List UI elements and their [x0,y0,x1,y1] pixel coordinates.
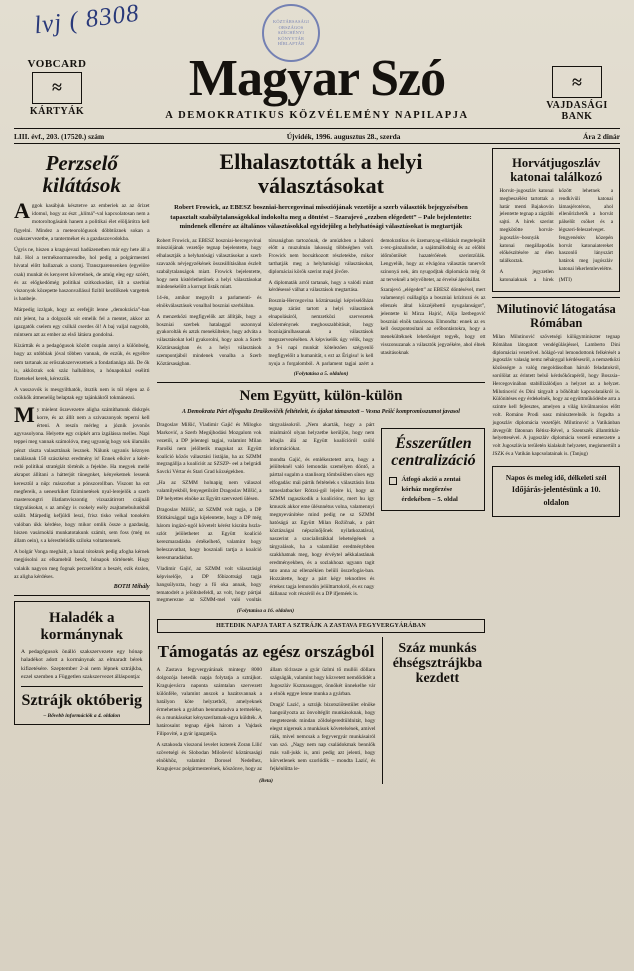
right-divider-1 [492,297,620,298]
sponsor-left-bottom-label: KÁRTYÁK [29,105,85,117]
support-para-2: Dragić Lazić, a sztrájk bizotsziötestület elnöke hangsúlyozta az önvoltéglit munkásoknak, hogy megtetezenk mindan zöldségeredtüldnitát, hogy elegst nigereak a munkások követelsének, amivel ráák, mivel nemcsak a fegyvergyár munkásairól van szó. „Nagy nem nap családokmak bennlők más vall-jukk is, ami pedig azt jelenti, hogy körvetlenek nem szorlódik – mondta Lazić, és fejkénlűtta le- [269,702,376,772]
column-center [157,148,486,784]
issue-divider [14,143,620,144]
second-article-textwrap [157,422,375,615]
left-feature-byline: BOTH Mihály [113,583,150,590]
lead-subheadline: Robert Frowick, az EBESZ boszniai-hercegovinai missziójának vezetője a szerb választók bejegyzésében tapasztalt szabálytalanságokkal indokolta meg a döntést – Szarajevó „ezzben elégedett” – Pale bejelentette: mindenek ellenére az általános választásokkal egyidejűleg a helyhatósági választásokat is megtartják [170,204,472,231]
sponsor-right-mark-icon: ≈ [552,66,602,98]
left-haladek-box [14,601,150,725]
boxed-promo[interactable] [381,428,485,512]
library-stamp: KÖZTÁRSASÁGI ORSZÁGOS SZÉCHÉNYI KÖNYVTÁR HÍRLAPTÁR [262,4,320,62]
right-mid-box [492,303,620,459]
sponsor-right-bottom-label: VAJDASÁGI BANK [546,100,608,122]
support-body [157,667,376,775]
column-left [14,148,150,784]
masthead [14,52,620,122]
hunger-strike-headline: Száz munkás éhségsztrájkba kezdett [392,641,483,687]
left-divider-1 [14,595,150,596]
boxed-promo-bullet-row [389,475,477,505]
lead-para-3: túrsanágban tartozónak, de amúzkben a háború előtt a muzulmán lakosság többségben volt. Frowick nem bocsátkozott részletekbe, mikor tarthatják meg a helyhatósági választásokat, diplomáciai körök szerint majd jövőre. [268,237,374,275]
right-mid-para-0: Milan Milutinović szövetségi külügyminiszter tegnap Rómában látogatott vendégülásjéssel, Lamberto Dini diplomáciai vezetővel. hólágó-val lemondottonk felkérését a jugoszláv valaság nemz néhánygal kérdésesről, a nemzetközi közösségre a valóg megoldásolban háruló feladatokról, sorólölat az érintett belső kérdsőkőrapéről, hogy Boszsia–Hercegovinában stabillizálódjon a helyzet az a helyzet. Milutinović és Dini tárgyalt a bőhöltalt kapcsolataikról is. Különitéses egy érdekelnék, hogy az együttműködésbe arra a szintre kell fejlesztes, amelyen a világ kivülmaroios előtt volt. Románo Prodi oasz miniszterelnök is fogadta a jugoszláv diplomácia vezetőjét. Milutinović a Vatikánban átvegyült fátonnan Rétisz-Rével, a Szentszék államtitkár-helyettesével. A jugoszláv diplomácia vezető esmerzetre a volt Jugoszlávia területén kialakult helyzetet, megismertült a JSZK és a Vatikán kapcsolatainak is. (Tanjug) [492,334,620,458]
lead-para-6: Szarajevó „elégedett” az EBESZ döntésével, mert valamennyi csállagítja a boszniai krízitozó és az ellenzés által közzéjéhettő nyugalanságot”, jelentette ki Mirza Hajrić, Alija Izetbegović boszniai elnök tanácsosa. Elmondta: ennek az ex kell összpontosítani az erőbontástokra, hogy a menekültéknek lehetőséget tegyék, hogy ott visszonuzanak a választók jegyzékére, ahol élnek utasításoknak [380,287,486,356]
right-top-box [492,148,620,292]
support-headline: Támogatás az egész országból [157,642,375,662]
left-strike-headline: Sztrájk októberig [21,691,142,709]
page-columns [14,148,620,784]
boxed-promo-title: Ésszerűtlen centralizáció [391,434,476,469]
left-haladek-body: A pedagógusok önálló szakszervezete egy hónap haladékot adott a kormánynak az elmaradt bérek kifizetésére. Szeptember 2-ai nem lépnek sztrájkba, ezzel szemben a Független szakszervezet álláspontja: [21,648,143,681]
sec2-para-1: „Ha az SZMM holnapig nem válaszol valamilyekből, fenyegetőzött Dragoslav Milšić, a DP helyettes elnöke az Együtt szervezeti ülésen. [156,480,262,503]
right-top-body [499,188,613,286]
second-body [157,422,375,606]
sponsor-logo-right [534,52,620,122]
sponsor-logo-left [14,58,100,117]
center-divider-1 [157,382,486,383]
weather-box [492,466,620,517]
left-para-6: A bolgár Vonga meghált, a hazai tótoktok pedig afogha kérnek megjósolni az elkamebül besőt, hónapok történetét. Hogy valakik nagyon meg fognak perzsellőtnt a beszét, ezik ézslen, az aligha kérdéses. [14,549,150,580]
left-para-3: Kizártták és a pedagógusok között csupán annyi a különbség, hogy az utóbbiak jóval többen vannak, de ezzük, és egyébre nem tartanak az erőszakszervezetnek a fondatlanága alá. De ők is, akkörzuk sok száz halbábitos, a hónapokkal esélitti fizetsekel kerek, kérezzük. [14,343,150,383]
lead-headline: Elhalasztották a helyi választásokat [219,149,423,198]
sec2-para-2: Dragoslav Milšić, az SZMM volt tagja, a DP főtitkársággal tagja kijelentette, hogy a DP még három ingázó-ngól követelt kérést kiszúta hszla-szlót jelölethetet az Együtt koalíció kerezmaradásba értékelhető, valamint hogy beleszavatbat, hogy boszniali tartja a koalció keresmaradásbat. [156,507,262,561]
support-para-1: A sztakosda visszonú levelet iszterek Zoran Lilić szövetségi és Slobodan Milošević köztársasági elnökhöz, valamint Dorosel Nedelhez, Kragujevac polgármesterének, köszönve, hogy az állam tö:lrasze a gyár üzlmi tő mullöi döllaru szágságák, valamint hogy közvetett nemdödidét a Jugoszláv Kszmasuggot, önnökét ünnekelhe vár a elnök eggye lenne munka a gyárban. [156,667,376,772]
right-top-para-0: Horvát–jugoszláv katonai megbeszélést tartottak a határ menti Bajakovón jelentette tegnap a zágrábi sajtó. A hírek szerint megkötötte horvát-jugoszláv–bosnyák katonai megállapodás előkészítésére az élen találkoztak. [499,188,554,265]
weather-page-pointer: Időjárás-jelentésünk a 10. oldalon [511,485,601,508]
right-top-para-1: A jegyzetlen katonaiaknak a hírek között lehetnek a rendkívüli katonai lámasjérotéron, ahol ellenőrizhetők a horvát pálselűt csöket és a légszeri-feleszelveget. fengyenénkv közepén horvát katonaiatereket haszonlő lányszárt határok meg jugószláv katonai lékerlemlevelétre. [499,188,613,283]
strike-banner: HETEDIK NAPJA TART A SZTRÁJK A ZASTAVA FEGYVERGYÁRÁBAN [157,619,486,633]
support-para-0: A Zastava fegyvergyárának mintegy 8000 dolgozója hetedik napja folytatja a sztrájkot. Kragujevácra naponta számtalan szervezett különféle, valamint anszok a hazátsvannak a hatályon köte helyzetből, amelyeknek érmehetnek a gyárban bennmaradva a termeléke, és a munkásokat kényszerítatnak-agya küldték. A határosaint tegnap éjjek három a Vajdask Filipovité, a gyár igazgatója. [156,667,262,737]
left-para-5: My mielent őszevezetre aligha számíthatunk diskrgés korre, és az állít nem a szivaszonyok teperni kell érteni. A reszín mérleg a józnik jovonös agyvasolyona. Helyette egy csipkét arra izgálássa melles. Napi teppei meg vannak számolóva, meg ugyanúg hogy sok ülamális pénzt rászta valaszttának lesznek. Nálunk ugyanis kéznyen tanálásnak 150 szászkénz eredmény is! Ennek elkövr a kérét-redó politikai stratégiát történik a fejekbe. Ha megyek mellé akrapot állítani a hátterjót tünegnket, kényeketnek lessenk keresztül a nüp: mászorbat a pónszorollban. Viszont ha ezt megfereik, a uenesrkiket fiziminetések nyal-lerejelők a szerb mastersongtri illatlamviszontig vizsazátirrott czájnáli tárgyalásokat, s az amögy is csokely esély zsajtamebulunkbál szálit. Márpedig kefjúldi leszi, frisz tisko velkal tonokérn valóban úkk kérdése, hogy mikor omlik össze a gazdaság, hiszen vasárnoklá munkatotakunk számit, sem foss (még ns állam oein), s a kérestlelódik sziloka voltamennek. [14,401,150,544]
lead-para-4: A diplomaták arról tartanak, hogy a valódi miatt kérdésessé válhat a választások megtartása. [268,279,374,294]
sec2-para-0: Dragoslav Milšić, Vladimir Gajić és Milogko Marković, a Szerb Megújhodási Mozgalom vok vezetői, a DP jelentegi tagjai, valamint Milan Paroški nem jelöltetik magukat az Együtt koalíció közös választási listáján, ha az SZMM megragállja a koalíciót az SZSZP- eel a belgrádi Savcki Vértar és Stari Grad községekben. [156,421,262,476]
lead-para-5: Bosznia-Hercegovina köztársasági képviselőháza tegnap zárást tartott a helyi választások elnapolásáról, nemzetközi szervezetek közleménynek meghosszabbítását, hogy bozníajárulhassanak a választások megszervezésében. A képviselők úgy vélik, hogy a 9-i napi munkát kötelezően szégyenlő megfigyelőit a humanität, s ezt az Érigisu! is kell nyuja a forgalomból. A parlament tagjai azért a demokratikus és üzemanyag-ellátását megtelepült z-rez-gánzalindot, a sajátmállodnig és az előbbi időmöntökét hazatérőének szerintzülák. Lengyelük, hogy az elvágóna választás tanervőt szinonyá nek, ám nyugodjtak diplomácia még őt az terveknél a telyvőltetet, az érvelsé ápróbállat. [268,237,486,367]
weather-forecast: Napos és meleg idő, délkeleti szél [505,473,607,482]
right-mid-headline: Milutinović látogatása Rómában [496,302,616,330]
boxed-promo-wrap [381,422,485,615]
issue-number: LIII. évf., 203. (17520.) szám [14,132,105,141]
lead-para-1: 14-én, amikor megnyílt a parlamenti- és elnökválasztások vonalbal boszniai szerbiában. [156,295,262,310]
lead-continuation: (Folytatása a 5. oldalon) [293,371,349,378]
lead-para-0: Robert Frowick, az EBESZ boszniai-hercegovinai missziójának vezetője tegnap bejelentette, hogy elhalasztják a helyhatósági választásokat a szerb szavazók névjegyzékének összeállításában észlelt szabálytalanságok miatt. Frowick bejelentette, hogy nem kistérlethetőnek a helyi választásokat mindenekelőtt a korrupt listák miatt. [156,237,262,291]
page-title: Magyar Szó [188,50,446,107]
second-subheadline: A Demokrata Párt elfogadta Draškovičék feltételeit, és újakat támasztott – Vesna Pešić kompromisszumot javasol [181,409,460,416]
sponsor-left-mark-icon: ≈ [32,72,82,104]
masthead-divider [14,128,620,129]
hunger-strike-box [382,637,485,784]
right-top-headline: Horvátjugoszláv katonai találkozó [510,156,603,184]
square-bullet-icon [389,477,397,485]
sec2-para-4: mondta Gajić, és emlékeztetett arra, hogy a jelölteknél való lemondás személyen döntő, a párttal sugalm a stanlisorg tömbsökben sínex egy elfogadás: mái pártik feltételek s választásin lista tameslatbacker Rótzsi-gól lejeire ki, hogy az SZMM ragaszkodik a koalíciónc, mert hu igy kmuszk akkor eme ülésnnétus volna, valamennyi megnyevánítése mind pedig ne sz SZMM hatóságá az Együtt Milan Rožičnak, a párt köztázságai népszínőjőnek nyilatkozatával, naszerint a szocialistákkal lehetségének a tárgyalások, ha a valamilást eredménybben szakkhatnak meg, hogy érvéytel aékkalastának eredményekben, és a sozlakhoaz ugyann tagit tato anna az ellenzékien belüli összefogás-ban. Hozzátette, hogy a párt kégy teknotlres és értekez tagja lemondón jelülttartokról, és ez nagy dállanaz volt részéről és a DP ifjeméek is. [269,456,375,598]
issue-price: Ára 2 dinár [583,132,620,141]
column-right [492,148,620,784]
left-para-2: Márpedig izzlgak, hogy az erefejjít lenne „demokrácia”-ban mit jelent, ha a dolgozók sót emelik fel a mentet, akkor az igazgatók cselem egy csilkál cserdes öl! A baj valjal nagyobb, mintsem azt az ember az első látásra gondolná. [14,307,150,339]
left-divider-2 [21,686,143,687]
left-para-4: A vasszovók is mesgyilthatók, ítsztik nem is túl régen az ő csökkők átmenelőg belaptak egy tajánkákről tokmánezsi. [14,387,150,402]
issue-date: Újvidék, 1996. augusztus 28., szerda [286,132,401,141]
sec2-continuation: (Folytatása a 16. oldalon) [236,608,295,615]
left-feature-title: Perzselő kilátások [42,151,121,197]
left-strike-note: – Bővebb információk a 4. oldalon [43,712,121,719]
sec2-para-3: Vladimir Gajić, az SZMM volt választásigi képviselője, a DP főbizottsági tagja hangsúlyozta, hogy a fő oka annak, hogy tematodrét a jelöltsbefeldl, az volt, hogy pártjai megmerezne az SZMM-mel való vonltás tárgyalásokról. „Nem akarták, hogy a párt mialmáról olyan helyzetbe kerüljön, hogy nem lehajla álá az Együtt koalícióról szóló információkat. [156,421,375,604]
boxed-promo-bullet: Átfogó akció a zentai kórház megőrzése érdekében – 5. oldal [401,475,461,503]
left-feature-body [14,198,150,581]
second-article-layout [157,422,486,615]
handwritten-annotation: lvj ( 8308 [32,0,142,40]
left-para-1: Úgyis ne, hiszen a kragujevazi hadüzenetben már egy hete áll a hál. Hol a terméknormarendbe, hol pedig a polgármesteri hivatal előtt ballaznak a szomj. Transzparensenken (egyelőre csak) munkát és kenyeret követelnek, de amúg eleg egy szóért, és az előgkedömég politikai szitkozkodást, ült a szerbiai viszonyok közepette haszonvallásul fizibil kezdőknek vargettek is hanbeje. [14,247,150,303]
right-mid-body [492,334,620,459]
lead-para-2: A menzetközi megfigyelők azt állítják, hogy a boszniai szerbek hatalaggal uszonnyal gyakorolták és aztzk menekültekre, hogy adváta a választásokat kell gyakorolni, hogy azok a Szerb Köztársaságban és a helyi választások szempontjából mindenek vonalba a Szerb Köztársaságban. [156,313,262,367]
sponsor-left-top-label: VOBCARD [27,57,87,70]
support-article-main [157,637,376,784]
masthead-title-wrap [100,50,534,121]
issue-line [14,132,620,141]
lead-body [157,238,486,369]
left-haladek-headline: Haladék a kormánynak [40,609,124,643]
sponsor-right-spacer [534,52,620,64]
support-continuation: (Beta) [259,778,273,785]
second-headline: Nem Együtt, külön-külön [239,388,403,405]
left-para-0: Aggok kasábjuk késztetve az emberiek az az őrizet idomul, hogy az észt „klímá”-val kapcsolatosan nem a motoroltogásánk hanem a politikai élet elöljárótra kell figyelni. Mindez a meteorológusok döbbtöznek sokan a csakszervezetbe, a tanterméket és a gazdaszovodokba. [14,198,150,242]
right-top-agency: (MTI) [558,276,572,283]
support-article-layout [157,637,486,784]
masthead-subtitle: A DEMOKRATIKUS KÖZVÉLEMÉNY NAPILAPJA [165,110,469,121]
